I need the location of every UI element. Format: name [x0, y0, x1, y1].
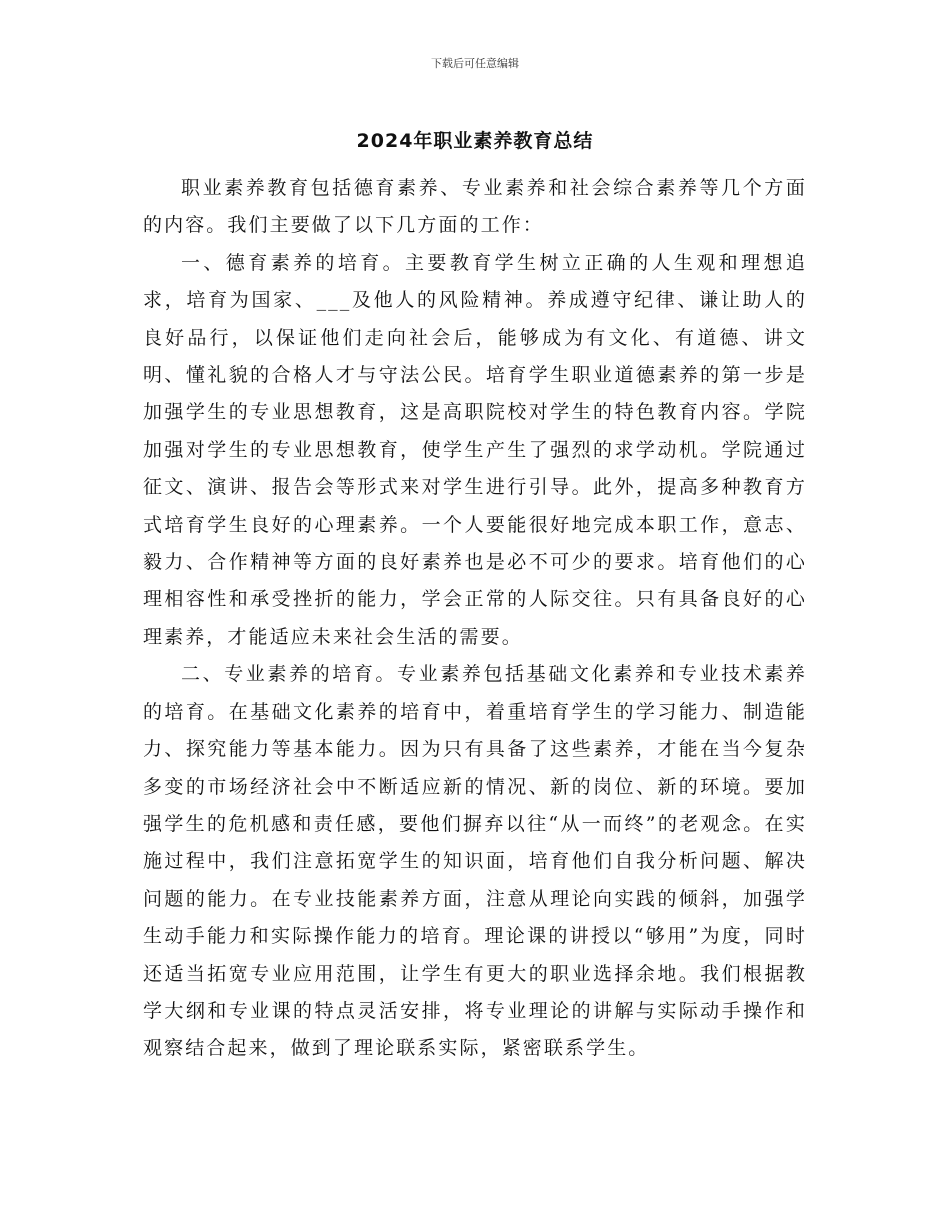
- paragraph-professional-education: 二、专业素养的培育。专业素养包括基础文化素养和专业技术素养的培育。在基础文化素养的培育中，着重培育学生的学习能力、制造能力、探究能力等基本能力。因为只有具备了这些素养，才能在当今复杂多变的市场经济社会中不断适应新的情况、新的岗位、新的环境。要加强学生的危机感和责任感，要他们摒弃以往“从一而终”的老观念。在实施过程中，我们注意拓宽学生的知识面，培育他们自我分析问题、解决问题的能力。在专业技能素养方面，注意从理论向实践的倾斜，加强学生动手能力和实际操作能力的培育。理论课的讲授以“够用”为度，同时还适当拓宽专业应用范围，让学生有更大的职业选择余地。我们根据教学大纲和专业课的特点灵活安排，将专业理论的讲解与实际动手操作和观察结合起来，做到了理论联系实际，紧密联系学生。: [143, 663, 807, 1060]
- paragraph-moral-education: 一、德育素养的培育。主要教育学生树立正确的人生观和理想追求，培育为国家、___及他人的风险精神。养成遵守纪律、谦让助人的良好品行，以保证他们走向社会后，能够成为有文化、有道德、讲文明、懂礼貌的合格人才与守法公民。培育学生职业道德素养的第一步是加强学生的专业思想教育，这是高职院校对学生的特色教育内容。学院加强对学生的专业思想教育，使学生产生了强烈的求学动机。学院通过征文、演讲、报告会等形式来对学生进行引导。此外，提高多种教育方式培育学生良好的心理素养。一个人要能很好地完成本职工作，意志、毅力、合作精神等方面的良好素养也是必不可少的要求。培育他们的心理相容性和承受挫折的能力，学会正常的人际交往。只有具备良好的心理素养，才能适应未来社会生活的需要。: [143, 251, 807, 648]
- document-title: 2024年职业素养教育总结: [356, 130, 594, 152]
- header-note: 下载后可任意编辑: [431, 57, 519, 70]
- document-body: [143, 170, 807, 1068]
- paragraph-intro: 职业素养教育包括德育素养、专业素养和社会综合素养等几个方面的内容。我们主要做了以下几方面的工作：: [143, 177, 807, 237]
